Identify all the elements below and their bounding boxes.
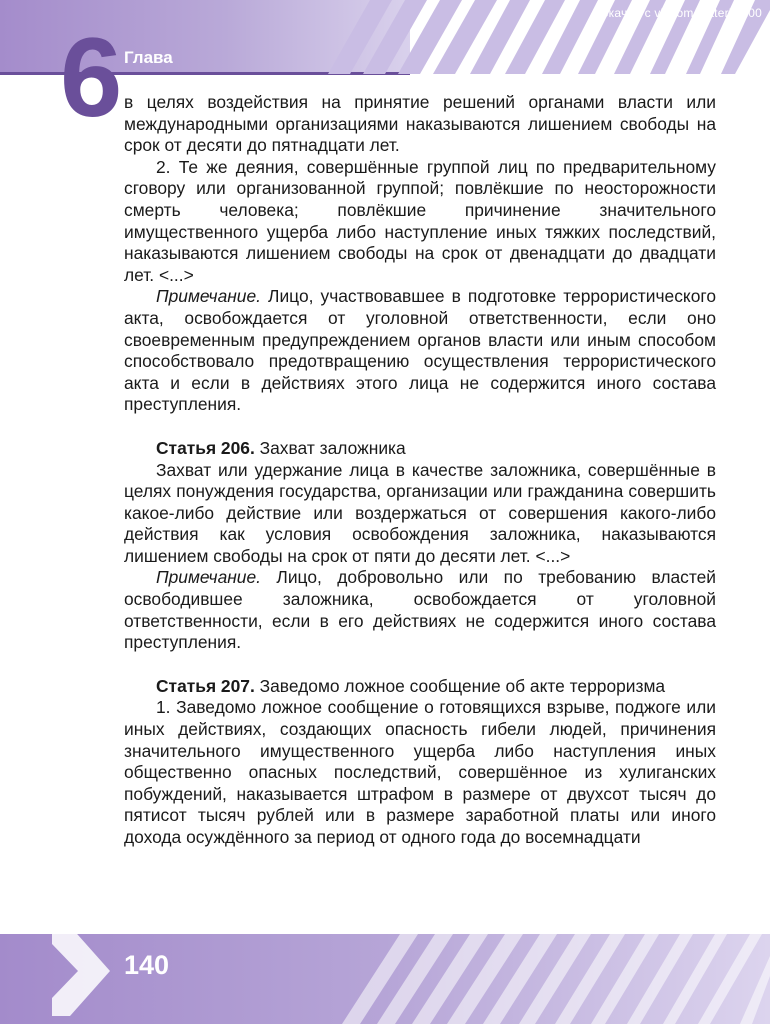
article-207-heading: [124, 676, 716, 698]
watermark-text: Скачан с vk.com/material100: [599, 6, 762, 20]
article-number: Статья 206.: [156, 437, 255, 458]
article-207-text: 1. Заведомо ложное сообщение о готовящихся взрыве, поджоге или иных действиях, создающих опасность гибели людей, причинения значительного имущественного ущерба либо наступления иных общественно опасных последствий, совершённое из хулиганских побуждений, наказывается штрафом в размере от двухсот тысяч до пятисот тысяч рублей или в размере заработной платы или иного дохода осуждённого за период от одного года до восемнадцати: [124, 697, 716, 847]
note-paragraph-205: [124, 286, 716, 416]
chapter-number: 6: [60, 15, 123, 140]
spacer: [124, 416, 716, 438]
article-title: Заведомо ложное сообщение об акте терроризма: [254, 675, 666, 696]
note-label: Примечание.: [156, 286, 261, 307]
article-title: Захват заложника: [254, 437, 406, 458]
note-paragraph-206: [124, 567, 716, 653]
page-number: 140: [124, 950, 170, 980]
spacer: [124, 654, 716, 676]
paragraph-continuation: в целях воздействия на принятие решений органами власти или международными организациями наказываются лишением свободы на срок от десяти до пятнадцати лет.: [124, 92, 716, 156]
note-text: Лицо, участвовавшее в подготовке террористического акта, освобождается от уголовной ответственности, если оно своевременным предупреждением органов власти или иным способом способствовало предотвращению осуществления террористического акта и если в действиях этого лица не содержится иного состава преступления.: [124, 286, 716, 415]
article-206-text: Захват или удержание лица в качестве заложника, совершённые в целях понуждения государства, организации или гражданина совершить какое-либо действие или воздержаться от совершения какого-либо действия как условия освобождения заложника, наказываются лишением свободы на срок от пяти до десяти лет. <...>: [124, 459, 716, 566]
footer-stripes-decoration: [0, 926, 770, 1024]
page-body: [124, 92, 716, 849]
footer-band: [0, 926, 770, 1024]
article-206-heading: [124, 438, 716, 460]
note-label: Примечание.: [156, 567, 261, 588]
note-text: Лицо, добровольно или по требованию властей освободившее заложника, освобождается от уголовной ответственности, если в его действиях не содержится иного состава преступления.: [124, 567, 716, 653]
article-number: Статья 207.: [156, 675, 255, 696]
chapter-label: Глава: [124, 48, 173, 67]
paragraph-clause-2: 2. Те же деяния, совершённые группой лиц по предварительному сговору или организованной группой; повлёкшие по неосторожности смерть человека; повлёкшие причинение значительного имущественного ущерба либо наступление иных тяжких последствий, наказываются лишением свободы на срок от двенадцати до двадцати лет. <...>: [124, 156, 716, 285]
